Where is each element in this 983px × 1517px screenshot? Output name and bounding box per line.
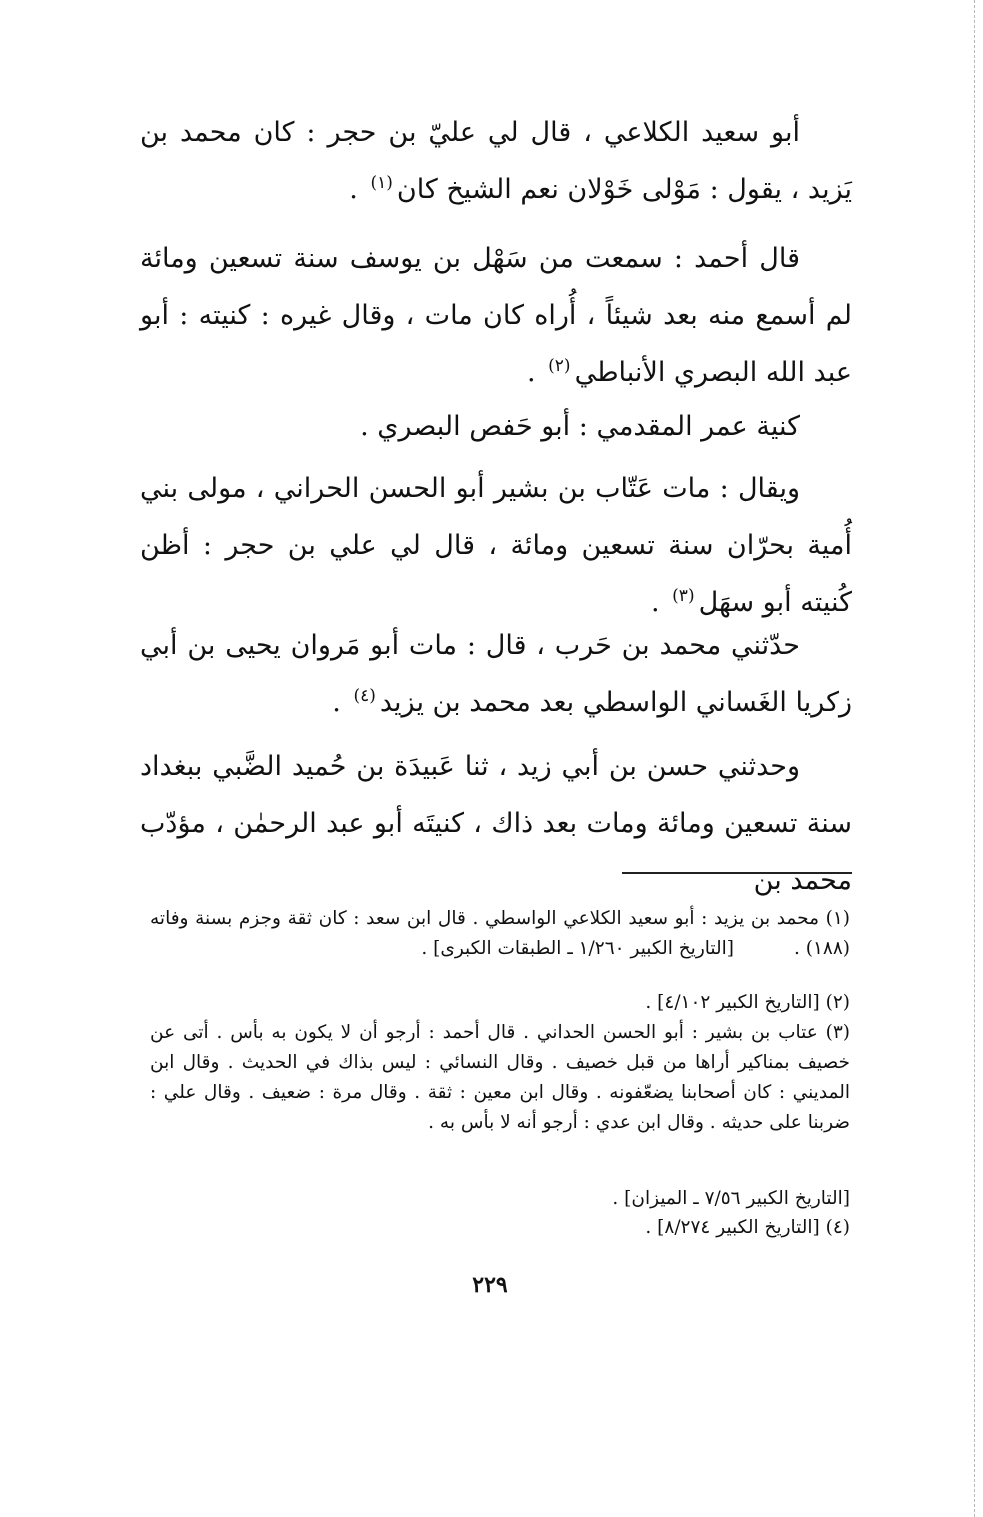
footnote-text: (٣) عتاب بن بشير : أبو الحسن الحداني . قال أحمد : أرجو أن لا يكون به بأس . أتى عن خصيف بمناكير أراها من قبل خصيف . وقال النسائي : ليس بذاك في الحديث . وقال ابن المديني : كان أصحابنا يضعّفونه . وقال ابن معين : ثقة . وقال مرة : ضعيف . وقال علي : ضربنا على حديثه . وقال ابن عدي : أرجو أنه لا بأس به . xyxy=(150,1022,850,1133)
paragraph-text-end: . xyxy=(526,357,545,388)
paragraph-text xyxy=(140,230,852,401)
footnote-1 xyxy=(150,904,850,964)
paragraph-text-end: . xyxy=(349,174,367,205)
footnote-body: (١) محمد بن يزيد : أبو سعيد الكلاعي الواسطي . قال ابن سعد : كان ثقة وجزم بسنة وفاته (١٨٨) . xyxy=(150,908,850,959)
footnote-separator xyxy=(622,872,852,874)
paragraph-text-end: . xyxy=(332,687,350,718)
body-paragraph-6 xyxy=(140,738,852,909)
paragraph-text xyxy=(140,104,852,218)
footnote-reference: [التاريخ الكبير ٧/٥٦ ـ الميزان] . xyxy=(612,1188,850,1209)
body-paragraph-3 xyxy=(140,398,852,455)
footnote-reference: [التاريخ الكبير ١/٢٦٠ ـ الطبقات الكبرى] . xyxy=(421,938,734,959)
paragraph-text xyxy=(140,460,852,631)
paragraph-text xyxy=(140,738,852,909)
footnote-marker: (٣) xyxy=(672,586,695,606)
footnote-3-reference xyxy=(400,1184,850,1214)
footnote-text: (٤) [التاريخ الكبير ٨/٢٧٤] . xyxy=(645,1217,850,1238)
footnote-marker: (٢) xyxy=(548,356,571,376)
paragraph-text-main: قال أحمد : سمعت من سَهْل بن يوسف سنة تسعين ومائة لم أسمع منه بعد شيئاً ، أُراه كان مات ، وقال غيره : كنيته : أبو عبد الله البصري الأنباطي xyxy=(140,243,852,388)
scan-edge-line xyxy=(974,0,975,1517)
body-paragraph-4 xyxy=(140,460,852,631)
footnote-4 xyxy=(150,1213,850,1243)
body-paragraph-5 xyxy=(140,617,852,731)
paragraph-text-main: ويقال : مات عَتّاب بن بشير أبو الحسن الحراني ، مولى بني أُمية بحرّان سنة تسعين ومائة ، قال لي علي بن حجر : أظن كُنيته أبو سهَل xyxy=(140,473,852,618)
footnote-3 xyxy=(150,1018,850,1138)
page-number: ٢٢٩ xyxy=(472,1272,508,1298)
footnote-marker: (١) xyxy=(370,173,393,193)
paragraph-text xyxy=(140,398,852,455)
paragraph-text-main: أبو سعيد الكلاعي ، قال لي عليّ بن حجر : كان محمد بن يَزيد ، يقول : مَوْلى خَوْلان نعم الشيخ كان xyxy=(140,117,852,205)
paragraph-text-main: وحدثني حسن بن أبي زيد ، ثنا عَبيدَة بن حُميد الضَّبي ببغداد سنة تسعين ومائة ومات بعد ذاك ، كنيتَه أبو عبد الرحمٰن ، مؤدّب محمد بن xyxy=(140,751,852,896)
footnote-text xyxy=(150,904,850,964)
footnote-2 xyxy=(150,988,850,1018)
body-paragraph-2 xyxy=(140,230,852,401)
paragraph-text xyxy=(140,617,852,731)
paragraph-text-main: حدّثني محمد بن حَرب ، قال : مات أبو مَروان يحيى بن أبي زكريا الغَساني الواسطي بعد محمد بن يزيد xyxy=(140,630,852,718)
body-paragraph-1 xyxy=(140,104,852,218)
footnote-marker: (٤) xyxy=(353,686,376,706)
paragraph-text-main: كنية عمر المقدمي : أبو حَفص البصري . xyxy=(360,411,800,442)
footnote-text: (٢) [التاريخ الكبير ٤/١٠٢] . xyxy=(645,992,850,1013)
paragraph-text-end: . xyxy=(650,587,669,618)
